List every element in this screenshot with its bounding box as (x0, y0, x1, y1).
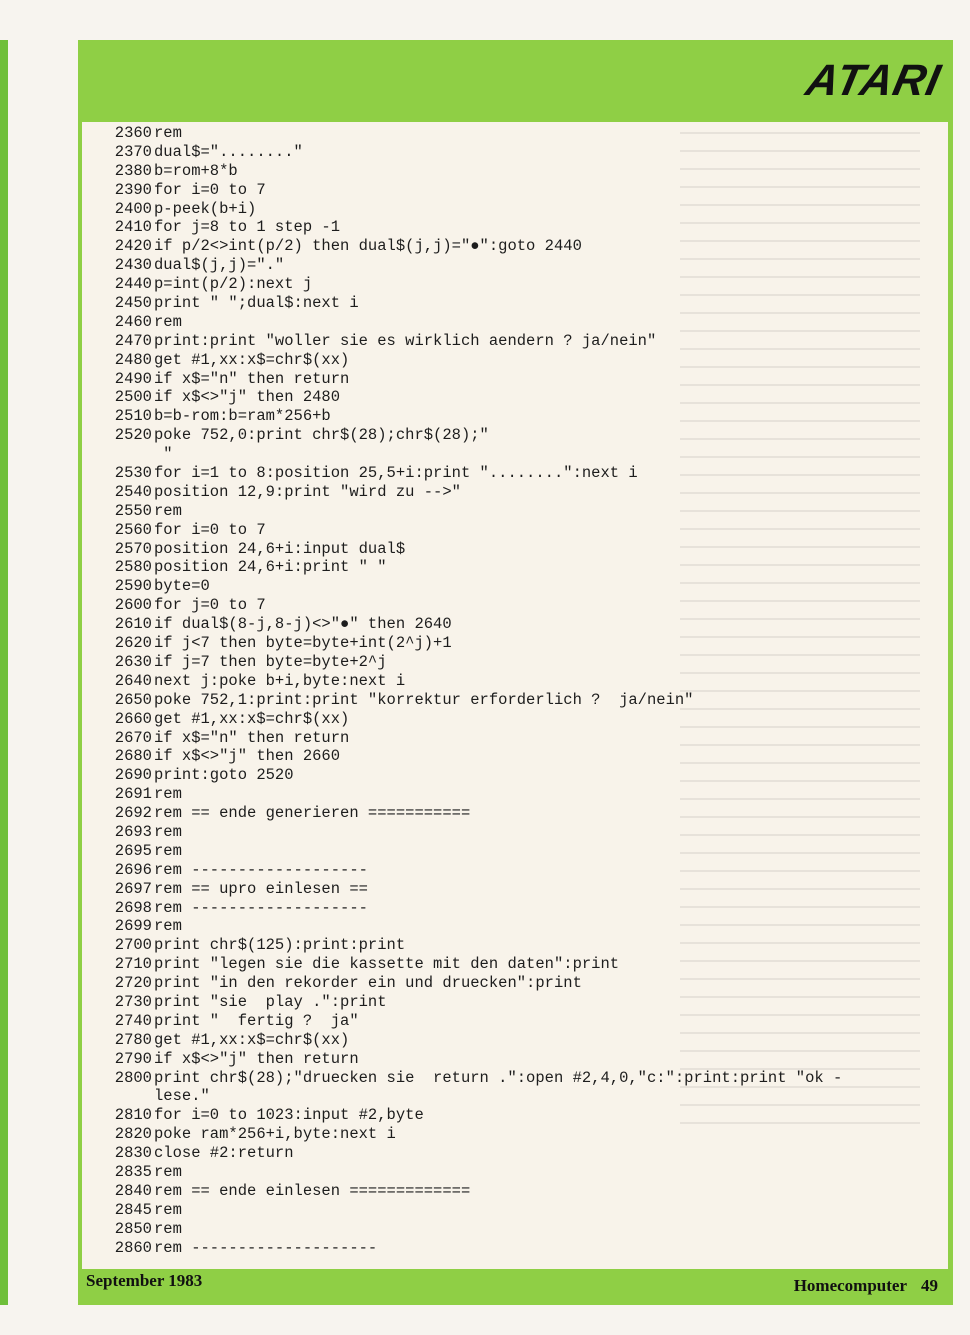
line-number: 2620 (114, 634, 152, 653)
statement-text: rem ------------------- (154, 898, 368, 917)
statement-text: for i=0 to 1023:input #2,byte (154, 1106, 424, 1125)
listing-line (86, 710, 946, 729)
line-number: 2360 (114, 124, 152, 142)
listing-line (86, 256, 946, 275)
listing-line (86, 1182, 946, 1201)
line-number: 2460 (114, 312, 152, 331)
listing-line (86, 823, 946, 842)
line-number: 2640 (114, 671, 152, 690)
line-number: 2680 (114, 747, 152, 766)
statement-text: dual$(j,j)="." (154, 256, 285, 275)
statement-text: rem (154, 822, 182, 841)
statement-text: rem == ende einlesen ============= (154, 1181, 471, 1200)
line-number: 2800 (114, 1068, 152, 1087)
line-number: 2430 (114, 256, 152, 275)
statement-text: get #1,xx:x$=chr$(xx) (154, 1030, 350, 1049)
atari-logo: ATARI (801, 56, 946, 105)
line-number: 2697 (114, 879, 152, 898)
listing-line (86, 1031, 946, 1050)
statement-text: rem -------------------- (154, 1238, 378, 1257)
statement-text: for j=8 to 1 step -1 (154, 218, 341, 237)
statement-text: print chr$(28);"druecken sie return .":open #2,4,0,"c:":print:print "ok - (154, 1068, 843, 1087)
listing-line (86, 143, 946, 162)
statement-text: p-peek(b+i) (154, 199, 257, 218)
line-number: 2520 (114, 426, 152, 445)
statement-text: if x$<>"j" then 2660 (154, 747, 341, 766)
listing-line (86, 842, 946, 861)
line-number: 2698 (114, 898, 152, 917)
listing-line (86, 388, 946, 407)
statement-text: poke ram*256+i,byte:next i (154, 1125, 396, 1144)
listing-line (86, 1163, 946, 1182)
listing-line (86, 1144, 946, 1163)
listing-line (86, 1050, 946, 1069)
listing-line (86, 502, 946, 521)
listing-line (86, 426, 946, 445)
statement-text: for j=0 to 7 (154, 596, 266, 615)
line-number: 2696 (114, 860, 152, 879)
statement-text: rem == upro einlesen == (154, 879, 368, 898)
statement-text: if x$<>"j" then return (154, 1049, 359, 1068)
line-number: 2560 (114, 520, 152, 539)
listing-line (86, 1201, 946, 1220)
statement-text: print "in den rekorder ein und druecken":print (154, 974, 582, 993)
listing-line (86, 785, 946, 804)
statement-text: byte=0 (154, 577, 210, 596)
line-number: 2730 (114, 992, 152, 1011)
line-number: 2380 (114, 161, 152, 180)
statement-text: rem (154, 1200, 182, 1219)
line-number: 2450 (114, 294, 152, 313)
listing-line (86, 162, 946, 181)
line-number: 2480 (114, 350, 152, 369)
line-number: 2410 (114, 218, 152, 237)
statement-text: for i=0 to 7 (154, 520, 266, 539)
listing-line (86, 351, 946, 370)
statement-text: get #1,xx:x$=chr$(xx) (154, 709, 350, 728)
statement-text: get #1,xx:x$=chr$(xx) (154, 350, 350, 369)
listing-line (86, 880, 946, 899)
listing-line (86, 672, 946, 691)
line-number: 2840 (114, 1181, 152, 1200)
statement-text: lese." (154, 1087, 210, 1106)
listing-line (86, 218, 946, 237)
listing-line (86, 237, 946, 256)
statement-text: position 24,6+i:input dual$ (154, 539, 406, 558)
line-number: 2691 (114, 785, 152, 804)
listing-line (86, 804, 946, 823)
listing-line (86, 653, 946, 672)
statement-text: dual$="........" (154, 142, 303, 161)
line-number: 2390 (114, 180, 152, 199)
statement-text: print "legen sie die kassette mit den daten":print (154, 955, 620, 974)
statement-text: close #2:return (154, 1144, 294, 1163)
page-number: 49 (921, 1276, 938, 1295)
line-number: 2580 (114, 558, 152, 577)
line-number: 2835 (114, 1162, 152, 1181)
line-number: 2590 (114, 577, 152, 596)
footer-magazine (794, 1276, 938, 1296)
statement-text: position 24,6+i:print " " (154, 558, 387, 577)
line-number: 2510 (114, 407, 152, 426)
line-number: 2790 (114, 1049, 152, 1068)
line-number: 2600 (114, 596, 152, 615)
listing-line (86, 521, 946, 540)
line-number: 2692 (114, 804, 152, 823)
statement-text: rem (154, 501, 182, 520)
statement-text: rem (154, 312, 182, 331)
line-number: 2860 (114, 1238, 152, 1257)
listing-line (86, 747, 946, 766)
statement-text: if j<7 then byte=byte+int(2^j)+1 (154, 634, 452, 653)
listing-line (86, 729, 946, 748)
listing-line (86, 275, 946, 294)
statement-text: if x$="n" then return (154, 728, 350, 747)
line-number: 2810 (114, 1106, 152, 1125)
listing-line (86, 766, 946, 785)
listing-line (86, 1106, 946, 1125)
line-number: 2570 (114, 539, 152, 558)
listing-line (86, 1220, 946, 1239)
listing-line (86, 558, 946, 577)
listing-line (86, 200, 946, 219)
line-number: 2820 (114, 1125, 152, 1144)
line-number: 2740 (114, 1011, 152, 1030)
listing-line (86, 1087, 946, 1106)
line-number: 2693 (114, 822, 152, 841)
line-number: 2470 (114, 331, 152, 350)
line-number: 2690 (114, 766, 152, 785)
statement-text: if j=7 then byte=byte+2^j (154, 652, 387, 671)
line-number: 2699 (114, 917, 152, 936)
line-number: 2845 (114, 1200, 152, 1219)
line-number: 2700 (114, 936, 152, 955)
statement-text: if x$="n" then return (154, 369, 350, 388)
basic-listing (86, 124, 946, 1257)
statement-text: print "sie play .":print (154, 992, 387, 1011)
statement-text: if x$<>"j" then 2480 (154, 388, 341, 407)
listing-line (86, 1239, 946, 1258)
listing-line (86, 483, 946, 502)
left-edge-strip (0, 40, 8, 1305)
line-number: 2610 (114, 615, 152, 634)
line-number: 2670 (114, 728, 152, 747)
line-number: 2490 (114, 369, 152, 388)
listing-line (86, 445, 946, 464)
line-number: 2530 (114, 464, 152, 483)
listing-line (86, 691, 946, 710)
statement-text: if dual$(8-j,8-j)<>"●" then 2640 (154, 615, 452, 634)
listing-line (86, 332, 946, 351)
statement-text: position 12,9:print "wird zu -->" (154, 482, 461, 501)
statement-text: b=rom+8*b (154, 161, 238, 180)
listing-line (86, 313, 946, 332)
line-number: 2830 (114, 1144, 152, 1163)
statement-text: rem (154, 124, 182, 142)
statement-text: rem (154, 841, 182, 860)
line-number: 2500 (114, 388, 152, 407)
line-number: 2720 (114, 974, 152, 993)
statement-text: rem (154, 1219, 182, 1238)
listing-line (86, 634, 946, 653)
statement-text: print " fertig ? ja" (154, 1011, 359, 1030)
statement-text: rem (154, 1162, 182, 1181)
listing-line (86, 370, 946, 389)
listing-line (86, 577, 946, 596)
listing-line (86, 407, 946, 426)
line-number: 2850 (114, 1219, 152, 1238)
statement-text: rem ------------------- (154, 860, 368, 879)
statement-text: for i=0 to 7 (154, 180, 266, 199)
line-number: 2540 (114, 482, 152, 501)
line-number: 2550 (114, 501, 152, 520)
statement-text: poke 752,1:print:print "korrektur erforderlich ? ja/nein" (154, 690, 694, 709)
listing-line (86, 294, 946, 313)
listing-line (86, 899, 946, 918)
listing-line (86, 974, 946, 993)
statement-text: rem == ende generieren =========== (154, 804, 471, 823)
statement-text: rem (154, 917, 182, 936)
line-number: 2710 (114, 955, 152, 974)
line-number: 2695 (114, 841, 152, 860)
line-number: 2440 (114, 275, 152, 294)
line-number: 2660 (114, 709, 152, 728)
listing-line (86, 464, 946, 483)
listing-line (86, 1012, 946, 1031)
statement-text: if p/2<>int(p/2) then dual$(j,j)="●":goto 2440 (154, 237, 582, 256)
line-number: 2370 (114, 142, 152, 161)
statement-text: p=int(p/2):next j (154, 275, 313, 294)
magazine-name: Homecomputer (793, 1276, 907, 1295)
listing-line (86, 615, 946, 634)
listing-line (86, 596, 946, 615)
line-number: 2400 (114, 199, 152, 218)
listing-line (86, 955, 946, 974)
listing-line (86, 181, 946, 200)
statement-text: print chr$(125):print:print (154, 936, 406, 955)
statement-text: print " ";dual$:next i (154, 294, 359, 313)
statement-text: rem (154, 785, 182, 804)
statement-text: print:print "woller sie es wirklich aendern ? ja/nein" (154, 331, 657, 350)
listing-line (86, 993, 946, 1012)
statement-text: " (154, 445, 173, 464)
listing-line (86, 124, 946, 143)
listing-line (86, 1125, 946, 1144)
issue-date: September 1983 (86, 1271, 203, 1290)
listing-line (86, 540, 946, 559)
line-number: 2780 (114, 1030, 152, 1049)
line-number: 2650 (114, 690, 152, 709)
statement-text: poke 752,0:print chr$(28);chr$(28);" (154, 426, 489, 445)
listing-line (86, 1069, 946, 1088)
statement-text: next j:poke b+i,byte:next i (154, 671, 406, 690)
statement-text: for i=1 to 8:position 25,5+i:print "........":next i (154, 464, 638, 483)
statement-text: b=b-rom:b=ram*256+b (154, 407, 331, 426)
listing-line (86, 936, 946, 955)
line-number: 2630 (114, 652, 152, 671)
listing-line (86, 917, 946, 936)
line-number: 2420 (114, 237, 152, 256)
listing-line (86, 861, 946, 880)
statement-text: print:goto 2520 (154, 766, 294, 785)
